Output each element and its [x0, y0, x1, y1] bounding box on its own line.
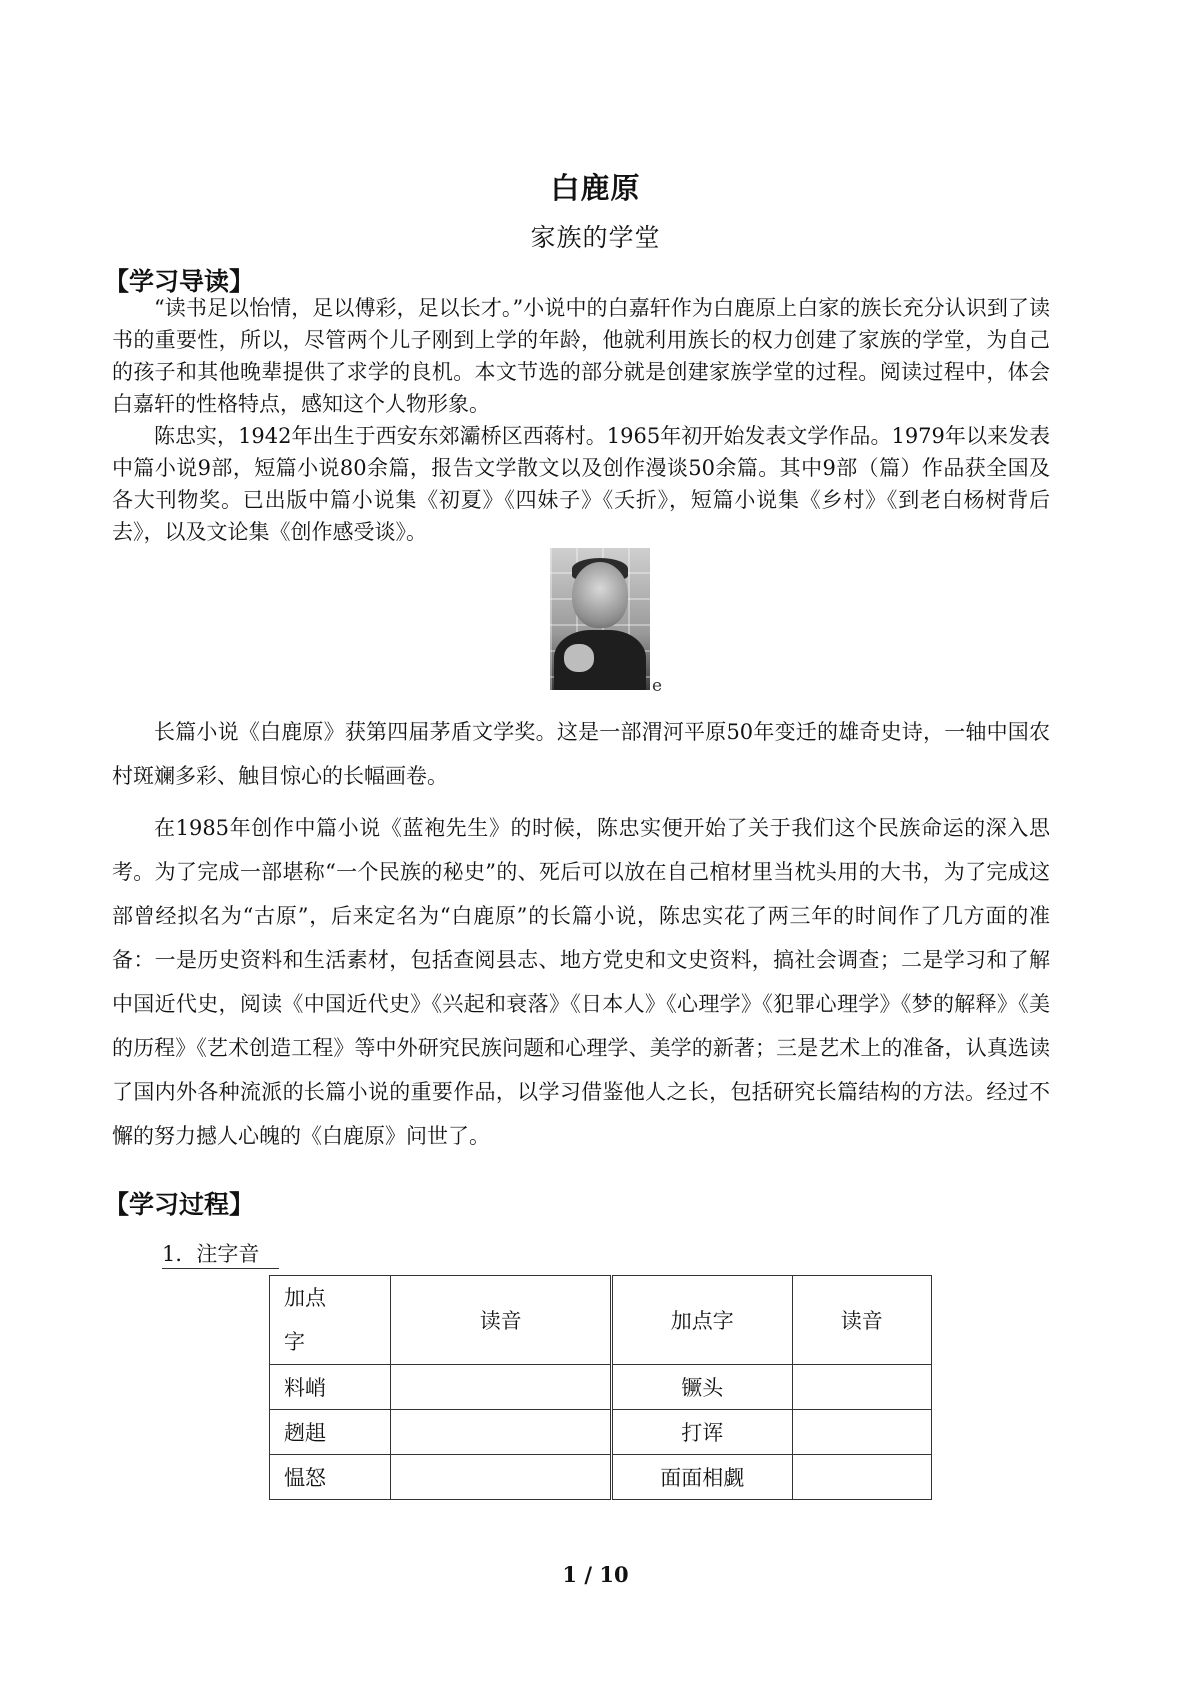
author-photo	[550, 548, 650, 690]
word-cell: 料峭	[270, 1365, 391, 1410]
guide-heading: 【学习导读】	[104, 267, 255, 296]
header-pronunciation-2: 读音	[792, 1276, 931, 1365]
table-row	[270, 1455, 932, 1500]
header-dotted-char: 加点 字	[270, 1276, 391, 1365]
word-cell: 打诨	[612, 1410, 793, 1455]
process-heading: 【学习过程】	[104, 1190, 255, 1219]
header-pronunciation: 读音	[391, 1276, 612, 1365]
pronunciation-blank[interactable]	[792, 1365, 931, 1410]
novel-paragraph: 长篇小说《白鹿原》获第四届茅盾文学奖。这是一部渭河平原50年变迁的雄奇史诗，一轴中国农村斑斓多彩、触目惊心的长幅画卷。	[112, 720, 1050, 788]
table-row	[270, 1365, 932, 1410]
word-cell: 趔趄	[270, 1410, 391, 1455]
document-title: 白鹿原	[550, 171, 641, 205]
pronunciation-blank[interactable]	[792, 1410, 931, 1455]
pronunciation-blank[interactable]	[792, 1455, 931, 1500]
novel-paragraph: 在1985年创作中篇小说《蓝袍先生》的时候，陈忠实便开始了关于我们这个民族命运的深入思考。为了完成一部堪称“一个民族的秘史”的、死后可以放在自己棺材里当枕头用的大书，为了完成这部曾经拟名为“古原”，后来定名为“白鹿原”的长篇小说，陈忠实花了两三年的时间作了几方面的准备：一是历史资料和生活素材，包括查阅县志、地方党史和文史资料，搞社会调查；二是学习和了解中国近代史，阅读《中国近代史》《兴起和衰落》《日本人》《心理学》《犯罪心理学》《梦的解释》《美的历程》《艺术创造工程》等中外研究民族问题和心理学、美学的新著；三是艺术上的准备，认真选读了国内外各种流派的长篇小说的重要作品，以学习借鉴他人之长，包括研究长篇结构的方法。经过不懈的努力撼人心魄的《白鹿原》问世了。	[112, 816, 1050, 1148]
novel-text	[112, 710, 1050, 1158]
pronunciation-table	[269, 1275, 932, 1500]
page-number: 1 / 10	[562, 1562, 629, 1587]
word-cell: 面面相觑	[612, 1455, 793, 1500]
pronunciation-blank[interactable]	[391, 1455, 612, 1500]
document-subtitle: 家族的学堂	[530, 223, 661, 252]
pronunciation-blank[interactable]	[391, 1365, 612, 1410]
step-1-label: 1．注字音	[162, 1240, 279, 1269]
guide-paragraph: “读书足以怡情，足以傅彩，足以长才。”小说中的白嘉轩作为白鹿原上白家的族长充分认识到了读书的重要性，所以，尽管两个儿子刚到上学的年龄，他就利用族长的权力创建了家族的学堂，为自己的孩子和其他晚辈提供了求学的良机。本文节选的部分就是创建家族学堂的过程。阅读过程中，体会白嘉轩的性格特点，感知这个人物形象。	[112, 296, 1050, 416]
word-cell: 愠怒	[270, 1455, 391, 1500]
table-header-row	[270, 1276, 932, 1365]
pronunciation-blank[interactable]	[391, 1410, 612, 1455]
author-paragraph: 陈忠实，1942年出生于西安东郊灞桥区西蒋村。1965年初开始发表文学作品。1979年以来发表中篇小说9部，短篇小说80余篇，报告文学散文以及创作漫谈50余篇。其中9部（篇）作品获全国及各大刊物奖。已出版中篇小说集《初夏》《四妹子》《夭折》，短篇小说集《乡村》《到老白杨树背后去》，以及文论集《创作感受谈》。	[112, 424, 1050, 544]
word-cell: 镢头	[612, 1365, 793, 1410]
header-dotted-char-2: 加点字	[612, 1276, 793, 1365]
guide-text	[112, 292, 1050, 548]
photo-mark: e	[652, 676, 663, 696]
table-row	[270, 1410, 932, 1455]
